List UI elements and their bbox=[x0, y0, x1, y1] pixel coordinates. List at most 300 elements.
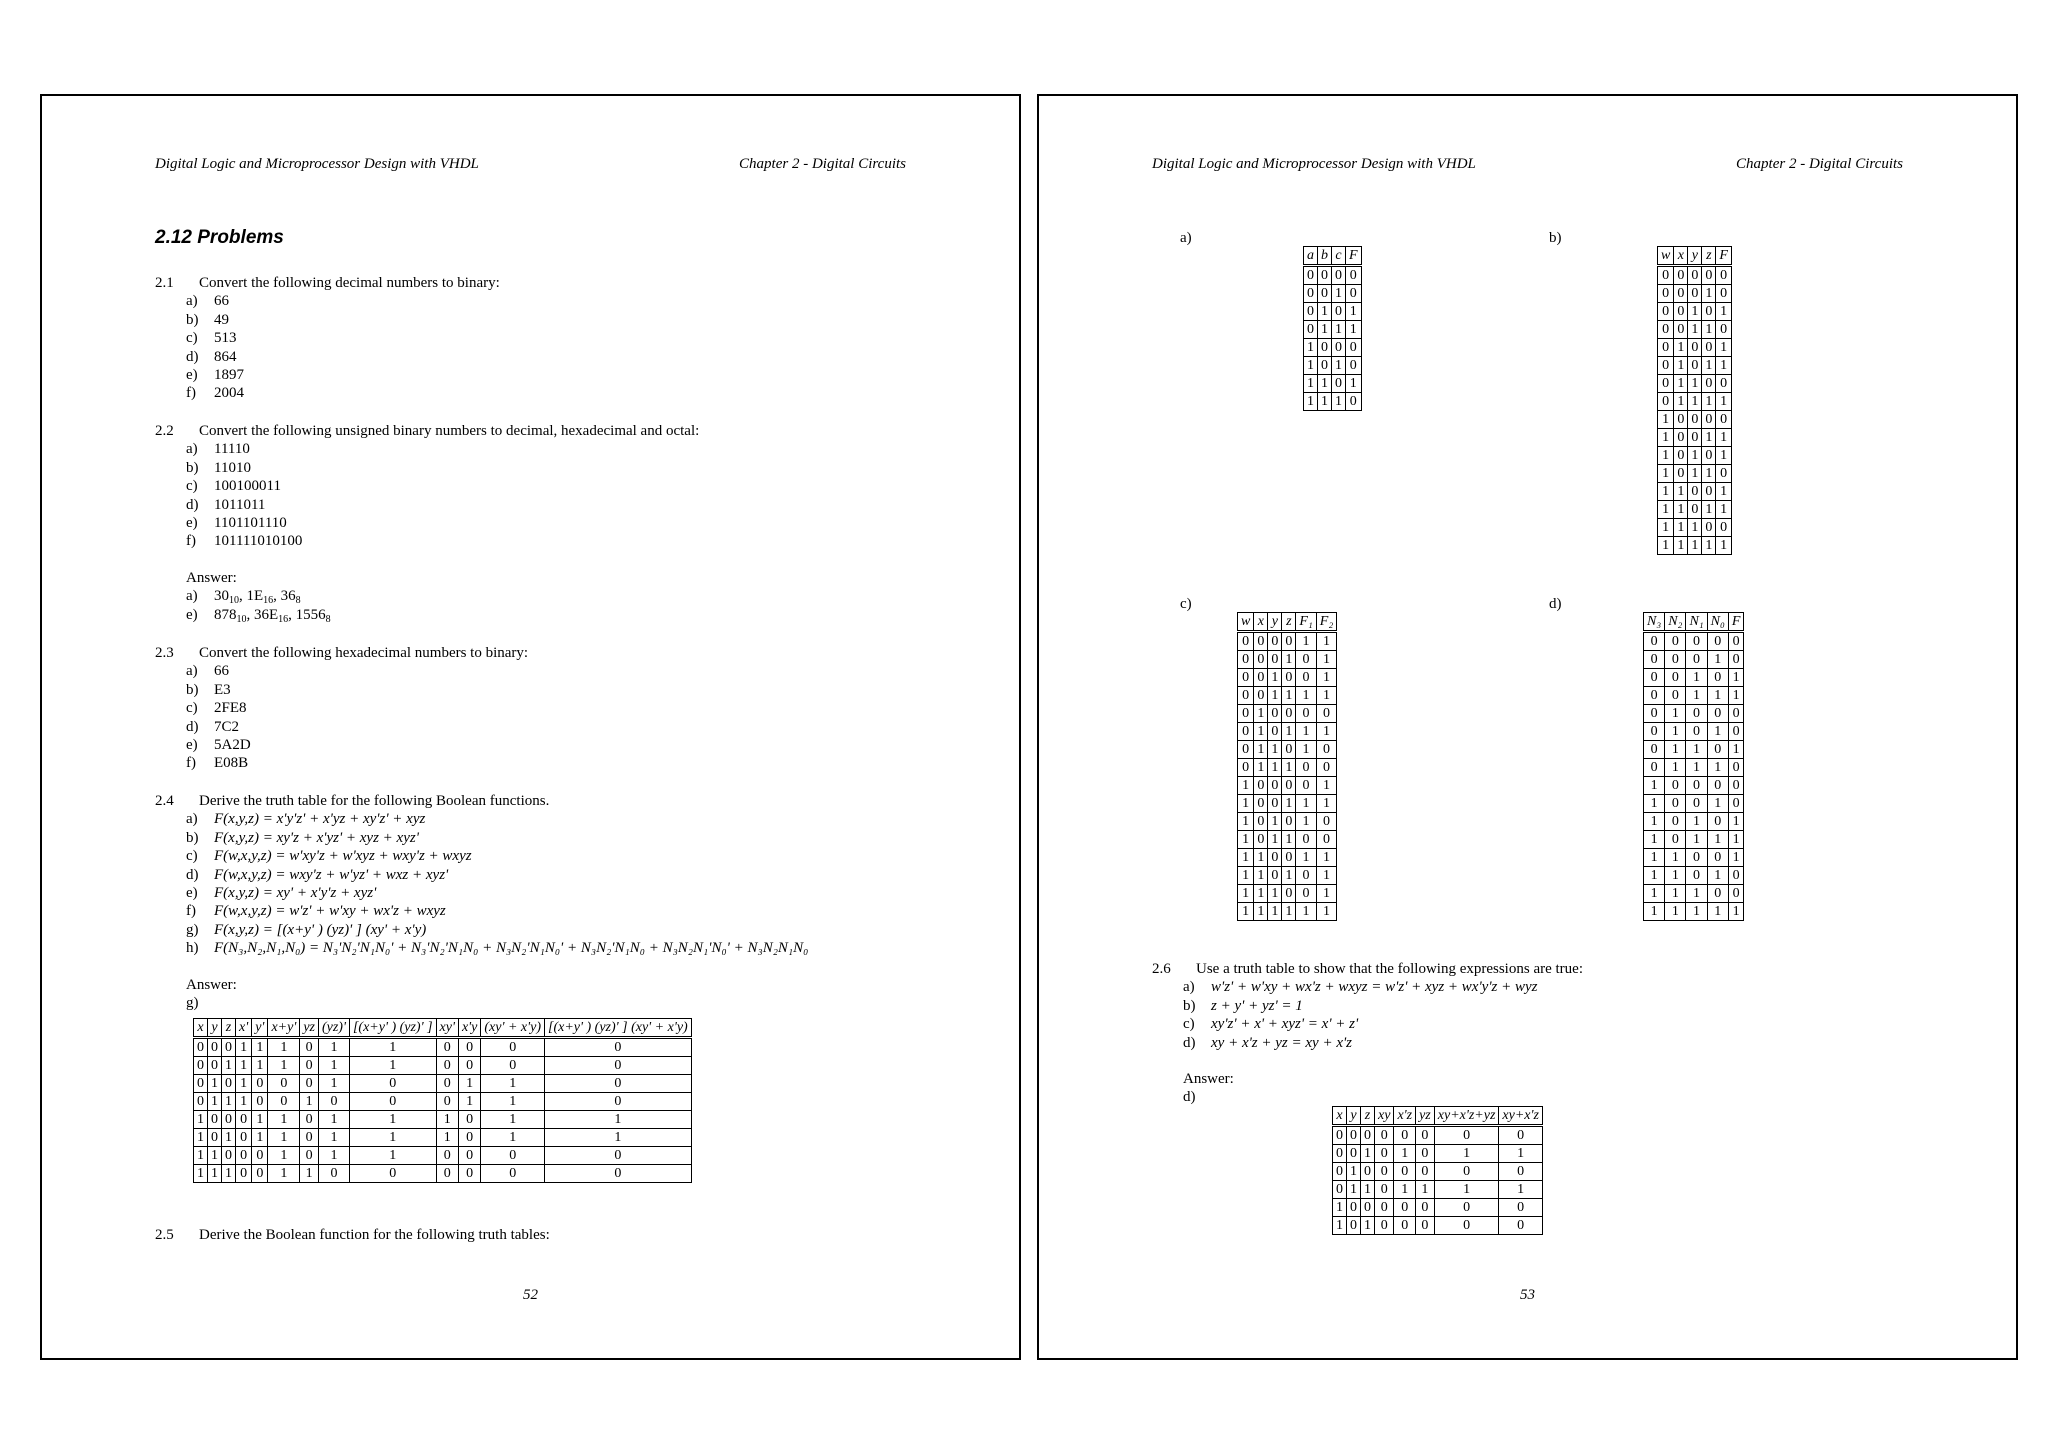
table-cell: 1 bbox=[1282, 867, 1296, 885]
item-label: a) bbox=[186, 293, 198, 310]
list-item bbox=[186, 496, 975, 514]
table-cell: 1 bbox=[1644, 813, 1665, 831]
table-row bbox=[194, 1038, 692, 1057]
right-page bbox=[1037, 94, 2018, 1360]
table-row bbox=[1304, 285, 1362, 303]
table-cell: 1 bbox=[349, 1147, 436, 1165]
item-label: f) bbox=[186, 385, 196, 402]
table-cell: 1 bbox=[1674, 393, 1688, 411]
table-cell: 1 bbox=[1332, 357, 1346, 375]
table-row bbox=[1658, 303, 1732, 321]
table-cell: 0 bbox=[481, 1057, 545, 1075]
table-cell: 0 bbox=[1316, 705, 1336, 723]
problem-2-5 bbox=[155, 1226, 975, 1244]
table-cell: 0 bbox=[1268, 849, 1282, 867]
table-cell: 1 bbox=[1268, 831, 1282, 849]
table-a-label: a) bbox=[1180, 230, 1192, 246]
table-cell: 0 bbox=[1688, 411, 1702, 429]
table-cell: 0 bbox=[349, 1165, 436, 1183]
item-label: d) bbox=[186, 496, 199, 513]
table-cell: 1 bbox=[1332, 285, 1346, 303]
table-cell: 0 bbox=[1728, 867, 1744, 885]
table-row bbox=[1238, 687, 1337, 705]
item-text: 1011011 bbox=[214, 496, 266, 513]
table-cell: 1 bbox=[1674, 537, 1688, 555]
list-item bbox=[1183, 997, 1972, 1015]
table-cell: 1 bbox=[1674, 519, 1688, 537]
table-cell: 0 bbox=[1332, 266, 1346, 285]
subscript-base: 8 bbox=[325, 613, 331, 625]
list-item bbox=[1183, 1015, 1972, 1033]
table-cell: 0 bbox=[194, 1038, 208, 1057]
table-cell: 1 bbox=[1333, 1217, 1347, 1235]
table-cell: 1 bbox=[1728, 831, 1744, 849]
subscript-base: 10 bbox=[229, 595, 239, 607]
table-cell: 0 bbox=[1665, 687, 1686, 705]
table-cell: 0 bbox=[1702, 266, 1716, 285]
table-cell: 1 bbox=[1728, 687, 1744, 705]
list-item bbox=[186, 810, 975, 828]
table-cell: 1 bbox=[481, 1129, 545, 1147]
table-cell: 0 bbox=[545, 1038, 692, 1057]
problem-statement: Convert the following hexadecimal numbers to binary: bbox=[199, 645, 529, 661]
table-cell: 0 bbox=[1254, 669, 1268, 687]
list-item bbox=[186, 699, 975, 717]
table-row bbox=[1333, 1181, 1543, 1199]
table-cell: 0 bbox=[436, 1057, 458, 1075]
section-title: 2.12 Problems bbox=[155, 227, 284, 248]
problem-number: 2.3 bbox=[155, 645, 174, 661]
table-cell: 1 bbox=[1347, 1163, 1361, 1181]
table-cell: 0 bbox=[1728, 651, 1744, 669]
table-cell: 1 bbox=[1665, 885, 1686, 903]
column-header: w bbox=[1238, 613, 1254, 632]
item-label: f) bbox=[186, 755, 196, 772]
table-cell: 0 bbox=[1416, 1163, 1435, 1181]
table-cell: 0 bbox=[1318, 339, 1332, 357]
item-list bbox=[1152, 978, 1972, 1052]
list-item bbox=[186, 866, 975, 884]
table-cell: 0 bbox=[208, 1129, 222, 1147]
table-cell: 0 bbox=[1304, 285, 1318, 303]
table-cell: 0 bbox=[268, 1093, 300, 1111]
table-cell: 1 bbox=[349, 1038, 436, 1057]
table-cell: 0 bbox=[1665, 813, 1686, 831]
table-cell: 0 bbox=[1674, 411, 1688, 429]
table-cell: 1 bbox=[1688, 537, 1702, 555]
table-cell: 0 bbox=[1686, 705, 1707, 723]
item-label: e) bbox=[186, 885, 198, 902]
table-cell: 0 bbox=[481, 1147, 545, 1165]
table-cell: 1 bbox=[318, 1147, 349, 1165]
table-cell: 0 bbox=[1658, 321, 1674, 339]
table-cell: 0 bbox=[436, 1147, 458, 1165]
table-cell: 1 bbox=[268, 1038, 300, 1057]
table-cell: 1 bbox=[458, 1093, 480, 1111]
table-cell: 1 bbox=[349, 1129, 436, 1147]
table-cell: 0 bbox=[222, 1147, 236, 1165]
table-cell: 1 bbox=[1316, 687, 1336, 705]
problem-2-4 bbox=[155, 792, 975, 1012]
table-row bbox=[1238, 651, 1337, 669]
list-item bbox=[1183, 978, 1972, 996]
item-text: 2FE8 bbox=[214, 700, 247, 717]
table-cell: 0 bbox=[1238, 705, 1254, 723]
table-cell: 0 bbox=[1238, 741, 1254, 759]
problem-2-6 bbox=[1152, 960, 1972, 1107]
problem-2-3 bbox=[155, 644, 975, 773]
column-header: N₂ bbox=[1665, 613, 1686, 632]
column-header: x bbox=[1333, 1107, 1347, 1126]
item-text: E08B bbox=[214, 755, 249, 772]
column-header: xy+x'z bbox=[1499, 1107, 1543, 1126]
table-cell: 1 bbox=[300, 1165, 319, 1183]
table-cell: 1 bbox=[194, 1165, 208, 1183]
table-cell: 1 bbox=[1238, 903, 1254, 921]
table-cell: 0 bbox=[1347, 1217, 1361, 1235]
table-cell: 1 bbox=[1658, 483, 1674, 501]
table-cell: 1 bbox=[1254, 867, 1268, 885]
column-header: (xy' + x'y) bbox=[481, 1019, 545, 1038]
item-text: 11110 bbox=[214, 441, 250, 458]
table-cell: 1 bbox=[1296, 632, 1316, 651]
table-cell: 0 bbox=[1674, 447, 1688, 465]
item-label: e) bbox=[186, 606, 198, 623]
table-row bbox=[1644, 723, 1744, 741]
table-cell: 1 bbox=[1268, 759, 1282, 777]
table-cell: 1 bbox=[1707, 867, 1728, 885]
column-header: y bbox=[1347, 1107, 1361, 1126]
table-cell: 0 bbox=[1674, 266, 1688, 285]
table-cell: 1 bbox=[1658, 429, 1674, 447]
column-header: z bbox=[222, 1019, 236, 1038]
column-header: x bbox=[1254, 613, 1268, 632]
table-cell: 1 bbox=[1644, 867, 1665, 885]
table-row bbox=[1238, 759, 1337, 777]
table-cell: 0 bbox=[1416, 1217, 1435, 1235]
table-cell: 0 bbox=[1416, 1145, 1435, 1163]
chapter-header: Chapter 2 - Digital Circuits bbox=[1736, 156, 1903, 172]
item-text: F(w,x,y,z) = w'z' + w'xy + wx'z + wxyz bbox=[214, 903, 446, 920]
table-cell: 0 bbox=[252, 1093, 268, 1111]
table-cell: 0 bbox=[1644, 741, 1665, 759]
table-cell: 0 bbox=[1707, 885, 1728, 903]
answer-item bbox=[186, 587, 975, 605]
table-cell: 0 bbox=[1238, 651, 1254, 669]
table-cell: 1 bbox=[1702, 537, 1716, 555]
list-item bbox=[186, 829, 975, 847]
table-cell: 1 bbox=[1268, 903, 1282, 921]
table-cell: 1 bbox=[1658, 537, 1674, 555]
table-row bbox=[1644, 795, 1744, 813]
item-text: 513 bbox=[214, 330, 237, 347]
item-text: F(N₃,N₂,N₁,N₀) = N₃'N₂'N₁N₀' + N₃'N₂'N₁N₀ + N₃N₂'N₁N₀' + N₃N₂'N₁N₀ + N₃N₂N₁'N₀' + N₃N₂N₁N₀ bbox=[214, 940, 809, 957]
table-cell: 0 bbox=[1665, 777, 1686, 795]
table-cell: 0 bbox=[1333, 1181, 1347, 1199]
table-cell: 1 bbox=[1702, 393, 1716, 411]
table-cell: 1 bbox=[236, 1057, 252, 1075]
table-cell: 0 bbox=[1665, 632, 1686, 651]
table-cell: 0 bbox=[1707, 705, 1728, 723]
table-cell: 0 bbox=[1728, 759, 1744, 777]
table-row bbox=[1644, 777, 1744, 795]
table-cell: 1 bbox=[1702, 429, 1716, 447]
table-row bbox=[194, 1093, 692, 1111]
table-row bbox=[1644, 632, 1744, 651]
table-row bbox=[1658, 375, 1732, 393]
table-cell: 1 bbox=[1434, 1145, 1499, 1163]
table-cell: 0 bbox=[545, 1057, 692, 1075]
table-cell: 1 bbox=[1316, 903, 1336, 921]
truth-table-c bbox=[1237, 612, 1337, 921]
item-text: F(x,y,z) = xy'z + x'yz' + xyz + xyz' bbox=[214, 829, 419, 846]
table-cell: 1 bbox=[349, 1057, 436, 1075]
table-cell: 0 bbox=[1434, 1163, 1499, 1181]
table-cell: 0 bbox=[1702, 519, 1716, 537]
table-b-label: b) bbox=[1549, 230, 1562, 246]
table-cell: 0 bbox=[1282, 669, 1296, 687]
table-cell: 1 bbox=[1318, 375, 1332, 393]
table-cell: 0 bbox=[1728, 632, 1744, 651]
table-row bbox=[194, 1129, 692, 1147]
table-cell: 0 bbox=[1375, 1217, 1394, 1235]
table-cell: 1 bbox=[268, 1129, 300, 1147]
table-cell: 0 bbox=[1702, 411, 1716, 429]
table-cell: 0 bbox=[318, 1165, 349, 1183]
column-header: yz bbox=[1416, 1107, 1435, 1126]
table-cell: 1 bbox=[1434, 1181, 1499, 1199]
table-cell: 0 bbox=[1686, 723, 1707, 741]
answer-list bbox=[155, 587, 975, 624]
table-cell: 1 bbox=[1254, 903, 1268, 921]
table-cell: 0 bbox=[1361, 1163, 1375, 1181]
table-cell: 1 bbox=[1316, 651, 1336, 669]
table-cell: 1 bbox=[1665, 903, 1686, 921]
table-cell: 0 bbox=[236, 1111, 252, 1129]
item-text: 864 bbox=[214, 348, 237, 365]
table-cell: 1 bbox=[268, 1111, 300, 1129]
table-cell: 1 bbox=[1254, 849, 1268, 867]
table-cell: 0 bbox=[236, 1147, 252, 1165]
table-cell: 1 bbox=[1686, 741, 1707, 759]
list-item bbox=[186, 662, 975, 680]
table-cell: 0 bbox=[1296, 867, 1316, 885]
column-header: xy bbox=[1375, 1107, 1394, 1126]
table-cell: 1 bbox=[268, 1147, 300, 1165]
table-cell: 1 bbox=[1686, 903, 1707, 921]
table-cell: 0 bbox=[208, 1057, 222, 1075]
table-cell: 0 bbox=[236, 1165, 252, 1183]
table-cell: 0 bbox=[458, 1165, 480, 1183]
table-cell: 0 bbox=[1499, 1163, 1543, 1181]
item-text: 100100011 bbox=[214, 478, 281, 495]
table-cell: 0 bbox=[1254, 831, 1268, 849]
table-cell: 0 bbox=[1416, 1126, 1435, 1145]
table-cell: 0 bbox=[1375, 1163, 1394, 1181]
table-cell: 1 bbox=[1658, 519, 1674, 537]
table-cell: 0 bbox=[1333, 1126, 1347, 1145]
table-cell: 0 bbox=[1688, 429, 1702, 447]
table-row bbox=[1644, 705, 1744, 723]
table-cell: 0 bbox=[1702, 483, 1716, 501]
table-cell: 0 bbox=[1296, 777, 1316, 795]
table-cell: 0 bbox=[1282, 813, 1296, 831]
table-cell: 0 bbox=[1282, 741, 1296, 759]
item-text: 1897 bbox=[214, 367, 244, 384]
table-cell: 1 bbox=[1238, 831, 1254, 849]
table-cell: 0 bbox=[545, 1147, 692, 1165]
table-cell: 1 bbox=[1361, 1181, 1375, 1199]
table-cell: 0 bbox=[1716, 375, 1732, 393]
table-row bbox=[194, 1165, 692, 1183]
table-header-row bbox=[1238, 613, 1337, 632]
table-cell: 0 bbox=[1716, 411, 1732, 429]
table-row bbox=[1333, 1126, 1543, 1145]
table-row bbox=[1304, 357, 1362, 375]
table-cell: 1 bbox=[1318, 393, 1332, 411]
table-cell: 0 bbox=[318, 1093, 349, 1111]
column-header: yz bbox=[300, 1019, 319, 1038]
list-item bbox=[186, 718, 975, 736]
table-cell: 0 bbox=[300, 1129, 319, 1147]
table-cell: 0 bbox=[1702, 303, 1716, 321]
problem-2-2 bbox=[155, 422, 975, 624]
answer-value: 30 bbox=[214, 588, 229, 605]
table-cell: 1 bbox=[1304, 393, 1318, 411]
problem-number: 2.6 bbox=[1152, 961, 1171, 977]
table-cell: 0 bbox=[1644, 723, 1665, 741]
table-cell: 0 bbox=[1644, 632, 1665, 651]
table-row bbox=[1658, 483, 1732, 501]
table-cell: 1 bbox=[436, 1111, 458, 1129]
truth-table-2-6 bbox=[1332, 1106, 1543, 1235]
table-cell: 0 bbox=[194, 1075, 208, 1093]
column-header: x+y' bbox=[268, 1019, 300, 1038]
table-cell: 1 bbox=[1688, 393, 1702, 411]
table-cell: 0 bbox=[1674, 285, 1688, 303]
table-cell: 1 bbox=[1707, 759, 1728, 777]
answer-label: Answer: bbox=[186, 569, 237, 586]
table-cell: 0 bbox=[1686, 777, 1707, 795]
table-cell: 1 bbox=[1238, 849, 1254, 867]
table-cell: 1 bbox=[1644, 795, 1665, 813]
problem-statement: Use a truth table to show that the following expressions are true: bbox=[1196, 961, 1583, 977]
problem-number: 2.1 bbox=[155, 275, 174, 291]
chapter-header: Chapter 2 - Digital Circuits bbox=[739, 156, 906, 172]
table-row bbox=[1304, 375, 1362, 393]
table-cell: 1 bbox=[1686, 813, 1707, 831]
table-cell: 1 bbox=[545, 1129, 692, 1147]
table-cell: 1 bbox=[1332, 393, 1346, 411]
table-cell: 0 bbox=[1347, 1199, 1361, 1217]
table-row bbox=[1658, 411, 1732, 429]
table-cell: 1 bbox=[1716, 483, 1732, 501]
list-item bbox=[186, 292, 975, 310]
subscript-base: 16 bbox=[263, 595, 274, 607]
table-cell: 0 bbox=[1268, 867, 1282, 885]
column-header: z bbox=[1282, 613, 1296, 632]
truth-table-g bbox=[193, 1018, 692, 1183]
table-cell: 1 bbox=[1716, 447, 1732, 465]
table-row bbox=[194, 1057, 692, 1075]
item-text: 49 bbox=[214, 311, 229, 328]
table-cell: 1 bbox=[318, 1038, 349, 1057]
problem-statement: Convert the following unsigned binary numbers to decimal, hexadecimal and octal: bbox=[199, 423, 700, 439]
table-cell: 1 bbox=[1282, 795, 1296, 813]
column-header: F bbox=[1728, 613, 1744, 632]
table-cell: 1 bbox=[1644, 777, 1665, 795]
item-label: h) bbox=[186, 940, 199, 957]
table-cell: 1 bbox=[1728, 849, 1744, 867]
list-item bbox=[186, 754, 975, 772]
item-text: 7C2 bbox=[214, 718, 240, 735]
table-cell: 0 bbox=[1728, 705, 1744, 723]
table-cell: 0 bbox=[1686, 867, 1707, 885]
table-cell: 0 bbox=[1416, 1199, 1435, 1217]
table-cell: 0 bbox=[1318, 357, 1332, 375]
item-text: F(w,x,y,z) = w'xy'z + w'xyz + wxy'z + wxyz bbox=[214, 848, 472, 865]
item-label: g) bbox=[186, 921, 199, 938]
answer-item-label: g) bbox=[186, 995, 199, 1012]
table-cell: 1 bbox=[1716, 339, 1732, 357]
table-row bbox=[1238, 723, 1337, 741]
table-cell: 1 bbox=[1238, 885, 1254, 903]
answer-label: Answer: bbox=[186, 976, 237, 993]
column-header: x'y bbox=[458, 1019, 480, 1038]
table-cell: 0 bbox=[1394, 1217, 1416, 1235]
table-row bbox=[1644, 849, 1744, 867]
table-cell: 0 bbox=[1674, 465, 1688, 483]
item-text: w'z' + w'xy + wx'z + wxyz = w'z' + xyz + wx'y'z + wyz bbox=[1211, 979, 1538, 996]
table-row bbox=[1238, 885, 1337, 903]
table-cell: 0 bbox=[1333, 1145, 1347, 1163]
column-header: y' bbox=[252, 1019, 268, 1038]
table-row bbox=[1304, 303, 1362, 321]
table-c-label: c) bbox=[1180, 596, 1192, 612]
table-cell: 1 bbox=[1268, 669, 1282, 687]
table-cell: 1 bbox=[1499, 1181, 1543, 1199]
table-cell: 0 bbox=[300, 1075, 319, 1093]
table-row bbox=[1658, 429, 1732, 447]
table-cell: 0 bbox=[252, 1165, 268, 1183]
table-cell: 1 bbox=[1658, 411, 1674, 429]
item-label: e) bbox=[186, 737, 198, 754]
table-cell: 1 bbox=[1268, 813, 1282, 831]
table-cell: 0 bbox=[458, 1147, 480, 1165]
table-cell: 0 bbox=[1332, 375, 1346, 393]
table-cell: 0 bbox=[349, 1075, 436, 1093]
table-cell: 1 bbox=[1688, 303, 1702, 321]
table-cell: 1 bbox=[268, 1165, 300, 1183]
table-cell: 1 bbox=[1716, 429, 1732, 447]
table-row bbox=[1644, 867, 1744, 885]
table-cell: 1 bbox=[1644, 885, 1665, 903]
table-cell: 0 bbox=[1702, 375, 1716, 393]
table-cell: 1 bbox=[222, 1129, 236, 1147]
item-text: 66 bbox=[214, 293, 229, 310]
table-cell: 0 bbox=[1707, 813, 1728, 831]
table-cell: 0 bbox=[1688, 339, 1702, 357]
table-cell: 0 bbox=[1728, 885, 1744, 903]
table-row bbox=[194, 1147, 692, 1165]
column-header: xy+x'z+yz bbox=[1434, 1107, 1499, 1126]
table-cell: 0 bbox=[1268, 632, 1282, 651]
problem-statement: Convert the following decimal numbers to binary: bbox=[199, 275, 500, 291]
item-label: d) bbox=[186, 718, 199, 735]
table-cell: 1 bbox=[1728, 903, 1744, 921]
table-cell: 0 bbox=[1332, 303, 1346, 321]
table-cell: 0 bbox=[1658, 339, 1674, 357]
